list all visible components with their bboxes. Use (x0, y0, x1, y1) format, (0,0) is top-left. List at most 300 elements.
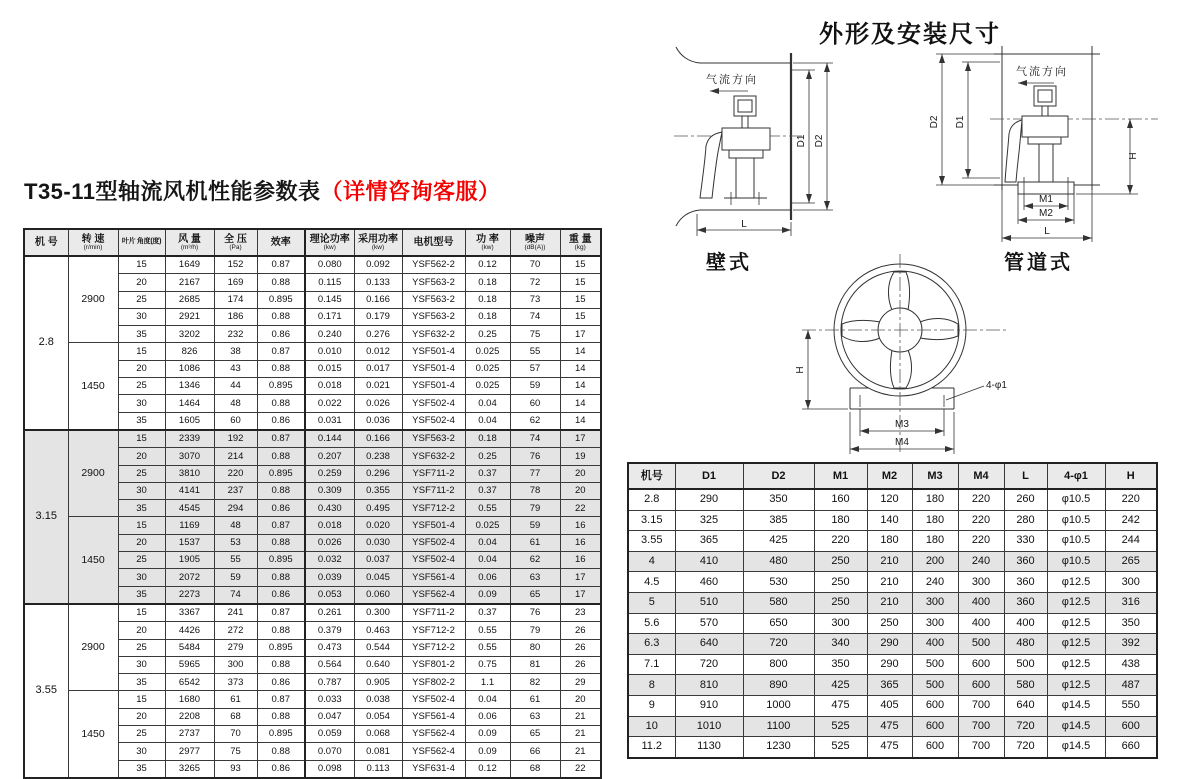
dim-cell: 7.1 (628, 654, 675, 675)
perf-cell: 76 (510, 604, 560, 622)
dim-cell: 3.15 (628, 510, 675, 531)
dim-d2-label: D2 (929, 115, 940, 129)
table-row (628, 716, 1157, 737)
perf-cell: 0.88 (257, 360, 305, 377)
perf-cell: 0.895 (257, 465, 305, 482)
perf-cell: 3367 (165, 604, 214, 622)
junction-box (734, 96, 756, 116)
perf-cell: 65 (510, 726, 560, 743)
dim-cell: 180 (912, 489, 958, 510)
perf-cell: 0.261 (305, 604, 354, 622)
perf-cell: 4426 (165, 622, 214, 639)
perf-cell: 0.88 (257, 656, 305, 673)
perf-cell: 0.166 (354, 430, 402, 448)
perf-cell: 14 (560, 378, 601, 395)
table-row (628, 695, 1157, 716)
perf-col-header-text: 叶片 角度(度) (121, 238, 162, 246)
dim-cell: φ10.5 (1047, 531, 1105, 552)
blade (888, 272, 909, 310)
speed-cell: 2900 (68, 256, 118, 343)
perf-cell: 0.640 (354, 656, 402, 673)
perf-cell: 25 (118, 291, 165, 308)
speed-cell: 1450 (68, 691, 118, 778)
support-leg (1005, 120, 1022, 182)
perf-cell: 66 (510, 743, 560, 760)
dim-l-label: L (1044, 226, 1050, 237)
table-row (628, 510, 1157, 531)
perf-cell: 0.895 (257, 639, 305, 656)
front-view-diagram (758, 238, 1058, 460)
perf-col-header-unit: (m³/h) (180, 244, 199, 251)
dim-m2-label: M2 (1039, 208, 1053, 219)
perf-cell: 0.88 (257, 448, 305, 465)
perf-cell: 0.09 (465, 726, 510, 743)
dim-cell: 365 (867, 675, 912, 696)
page-title-note: （详情咨询客服） (320, 179, 501, 204)
dim-cell: 600 (912, 695, 958, 716)
dim-cell: 4 (628, 551, 675, 572)
perf-col-header-unit: (kw) (371, 244, 385, 251)
perf-cell: 26 (560, 622, 601, 639)
dim-cell: 250 (814, 592, 867, 613)
dim-cell: 438 (1105, 654, 1157, 675)
perf-cell: 2208 (165, 708, 214, 725)
perf-cell: 0.544 (354, 639, 402, 656)
perf-cell: 73 (510, 291, 560, 308)
perf-cell: 5965 (165, 656, 214, 673)
perf-cell: 0.047 (305, 708, 354, 725)
dim-cell: 400 (912, 634, 958, 655)
table-row (24, 517, 601, 534)
perf-col-header-text: 理论功率 (309, 233, 350, 245)
dim-cell: 720 (743, 634, 814, 655)
perf-cell: 0.092 (354, 256, 402, 274)
perf-cell: YSF502-4 (402, 552, 465, 569)
perf-cell: YSF561-4 (402, 708, 465, 725)
perf-cell: 35 (118, 326, 165, 343)
table-row (628, 572, 1157, 593)
perf-cell: 0.036 (354, 412, 402, 430)
perf-cell: 300 (214, 656, 257, 673)
table-row (628, 675, 1157, 696)
dim-cell: 300 (958, 572, 1004, 593)
page-title (24, 175, 501, 206)
perf-cell: 192 (214, 430, 257, 448)
dim-cell: 510 (675, 592, 743, 613)
perf-cell: 0.88 (257, 395, 305, 412)
perf-cell: 44 (214, 378, 257, 395)
perf-cell: 0.88 (257, 708, 305, 725)
dim-cell: 242 (1105, 510, 1157, 531)
perf-cell: 0.053 (305, 586, 354, 604)
perf-cell: 15 (560, 308, 601, 325)
perf-cell: 30 (118, 395, 165, 412)
perf-cell: 26 (560, 656, 601, 673)
perf-col-header (560, 229, 601, 256)
perf-cell: 0.032 (305, 552, 354, 569)
dim-cell: 425 (814, 675, 867, 696)
dim-cell: 700 (958, 716, 1004, 737)
perf-cell: YSF562-4 (402, 726, 465, 743)
dim-cell: 8 (628, 675, 675, 696)
perf-cell: 72 (510, 274, 560, 291)
model-cell: 2.8 (24, 256, 68, 430)
dim-cell: 800 (743, 654, 814, 675)
dim-cell: 910 (675, 695, 743, 716)
perf-cell: 26 (560, 639, 601, 656)
speed-cell: 1450 (68, 343, 118, 430)
dim-cell: 400 (1004, 613, 1047, 634)
perf-cell: 61 (510, 534, 560, 551)
perf-cell: 1605 (165, 412, 214, 430)
blade (842, 320, 880, 341)
perf-cell: 2167 (165, 274, 214, 291)
dim-h-label: H (795, 366, 806, 374)
perf-cell: 68 (510, 760, 560, 778)
perf-cell: 21 (560, 708, 601, 725)
perf-cell: 0.06 (465, 708, 510, 725)
perf-cell: 17 (560, 569, 601, 586)
dim-cell: φ14.5 (1047, 716, 1105, 737)
dim-cell: 480 (743, 551, 814, 572)
dim-cell: 360 (1004, 592, 1047, 613)
perf-cell: YSF631-4 (402, 760, 465, 778)
perf-cell: 20 (560, 482, 601, 499)
perf-cell: 0.86 (257, 412, 305, 430)
perf-cell: 81 (510, 656, 560, 673)
dim-cell: 180 (912, 510, 958, 531)
perf-cell: 0.276 (354, 326, 402, 343)
perf-cell: 0.87 (257, 691, 305, 708)
perf-cell: 2273 (165, 586, 214, 604)
perf-col-header (68, 229, 118, 256)
table-row (24, 691, 601, 708)
dim-cell: 385 (743, 510, 814, 531)
table-row (24, 604, 601, 622)
dim-col-header: 机号 (628, 463, 675, 489)
perf-col-header (305, 229, 354, 256)
perf-cell: 0.88 (257, 534, 305, 551)
dim-cell: 500 (958, 634, 1004, 655)
wall-type-diagram (672, 46, 842, 251)
perf-cell: 0.04 (465, 552, 510, 569)
holes-label: 4-φ1 (986, 380, 1007, 391)
perf-cell: 0.054 (354, 708, 402, 725)
perf-col-header-text: 全 压 (224, 233, 247, 245)
perf-cell: 0.88 (257, 569, 305, 586)
performance-table (23, 228, 602, 779)
table-row (628, 737, 1157, 758)
dim-cell: 260 (1004, 489, 1047, 510)
perf-cell: YSF563-2 (402, 291, 465, 308)
dim-cell: 500 (912, 654, 958, 675)
dim-cell: 240 (958, 551, 1004, 572)
perf-cell: 17 (560, 326, 601, 343)
perf-cell: 0.895 (257, 552, 305, 569)
dim-cell: 570 (675, 613, 743, 634)
table-row (628, 654, 1157, 675)
perf-cell: 19 (560, 448, 601, 465)
perf-cell: YSF802-2 (402, 674, 465, 691)
perf-cell: 0.86 (257, 500, 305, 517)
perf-col-header (510, 229, 560, 256)
dim-cell: 550 (1105, 695, 1157, 716)
perf-cell: 0.88 (257, 622, 305, 639)
perf-cell: 0.025 (465, 517, 510, 534)
motor-body (722, 128, 770, 150)
perf-cell: 0.55 (465, 622, 510, 639)
perf-cell: 16 (560, 534, 601, 551)
perf-cell: 0.12 (465, 760, 510, 778)
page-title-main: T35-11型轴流风机性能参数表 (24, 179, 321, 204)
perf-cell: 74 (214, 586, 257, 604)
dim-cell: 600 (912, 737, 958, 758)
perf-cell: 59 (510, 378, 560, 395)
dim-cell: 1010 (675, 716, 743, 737)
perf-cell: 0.430 (305, 500, 354, 517)
dim-cell: 325 (675, 510, 743, 531)
dim-cell: 300 (814, 613, 867, 634)
perf-cell: 0.144 (305, 430, 354, 448)
dim-cell: 400 (958, 592, 1004, 613)
dim-cell: 160 (814, 489, 867, 510)
dim-cell: 300 (912, 613, 958, 634)
perf-col-header-unit: (kg) (574, 244, 586, 251)
perf-cell: 0.081 (354, 743, 402, 760)
perf-col-header-text: 采用功率 (358, 233, 398, 245)
dim-cell: 220 (814, 531, 867, 552)
perf-cell: 23 (560, 604, 601, 622)
dim-cell: 9 (628, 695, 675, 716)
dim-cell: 316 (1105, 592, 1157, 613)
perf-col-header-text: 噪声 (525, 233, 545, 245)
perf-cell: 78 (510, 482, 560, 499)
dim-cell: 530 (743, 572, 814, 593)
dim-cell: 5 (628, 592, 675, 613)
dim-cell: 300 (1105, 572, 1157, 593)
perf-cell: 0.045 (354, 569, 402, 586)
dim-cell: φ10.5 (1047, 510, 1105, 531)
dim-cell: 500 (912, 675, 958, 696)
perf-cell: 30 (118, 743, 165, 760)
table-row (628, 531, 1157, 552)
dim-h-label: H (1128, 152, 1139, 160)
perf-cell: 76 (510, 448, 560, 465)
perf-col-header (165, 229, 214, 256)
perf-cell: 0.166 (354, 291, 402, 308)
perf-cell: 1086 (165, 360, 214, 377)
dim-cell: 810 (675, 675, 743, 696)
perf-cell: 4141 (165, 482, 214, 499)
dim-cell: 700 (958, 737, 1004, 758)
perf-cell: 25 (118, 378, 165, 395)
perf-col-header-text: 重 量 (568, 233, 592, 245)
perf-cell: 79 (510, 500, 560, 517)
dim-cell: 460 (675, 572, 743, 593)
blade (920, 318, 958, 339)
perf-col-header-unit: (kw) (323, 244, 336, 251)
speed-cell: 2900 (68, 604, 118, 691)
perf-cell: 25 (118, 552, 165, 569)
perf-cell: 0.145 (305, 291, 354, 308)
perf-cell: 0.88 (257, 482, 305, 499)
perf-cell: 20 (560, 691, 601, 708)
dim-cell: 392 (1105, 634, 1157, 655)
perf-cell: 65 (510, 586, 560, 604)
dim-cell: 650 (743, 613, 814, 634)
perf-cell: 17 (560, 430, 601, 448)
perf-cell: 0.026 (305, 534, 354, 551)
table-row (628, 592, 1157, 613)
dim-cell: 280 (1004, 510, 1047, 531)
perf-cell: 2339 (165, 430, 214, 448)
perf-cell: 0.04 (465, 395, 510, 412)
dim-col-header: M2 (867, 463, 912, 489)
perf-cell: 15 (560, 256, 601, 274)
dim-cell: 360 (1004, 572, 1047, 593)
pedestal (736, 158, 754, 198)
perf-cell: 220 (214, 465, 257, 482)
dim-cell: 600 (958, 654, 1004, 675)
perf-cell: 0.039 (305, 569, 354, 586)
dim-col-header: M1 (814, 463, 867, 489)
perf-col-header (257, 229, 305, 256)
perf-cell: 0.75 (465, 656, 510, 673)
perf-cell: 0.25 (465, 448, 510, 465)
perf-cell: 79 (510, 622, 560, 639)
perf-cell: 373 (214, 674, 257, 691)
perf-cell: 48 (214, 517, 257, 534)
dim-cell: 4.5 (628, 572, 675, 593)
motor-body (1022, 116, 1068, 137)
dim-cell: 180 (912, 531, 958, 552)
perf-cell: 232 (214, 326, 257, 343)
dim-cell: 400 (958, 613, 1004, 634)
perf-cell: 20 (118, 360, 165, 377)
perf-cell: 0.017 (354, 360, 402, 377)
perf-cell: 16 (560, 552, 601, 569)
perf-cell: YSF562-4 (402, 586, 465, 604)
perf-cell: 0.12 (465, 256, 510, 274)
perf-cell: 0.86 (257, 326, 305, 343)
perf-cell: 17 (560, 586, 601, 604)
dim-cell: 600 (1105, 716, 1157, 737)
perf-cell: 0.18 (465, 274, 510, 291)
perf-cell: 0.18 (465, 430, 510, 448)
perf-cell: 2072 (165, 569, 214, 586)
perf-cell: 35 (118, 500, 165, 517)
dim-cell: 350 (743, 489, 814, 510)
perf-cell: 0.895 (257, 726, 305, 743)
dim-cell: 480 (1004, 634, 1047, 655)
dim-cell: 350 (1105, 613, 1157, 634)
perf-cell: 35 (118, 674, 165, 691)
dim-cell: 365 (675, 531, 743, 552)
bellmouth-top (676, 47, 791, 63)
perf-cell: 3070 (165, 448, 214, 465)
perf-cell: 62 (510, 412, 560, 430)
perf-cell: 25 (118, 639, 165, 656)
dim-cell: 3.55 (628, 531, 675, 552)
perf-cell: 0.018 (305, 517, 354, 534)
perf-cell: 0.18 (465, 308, 510, 325)
perf-col-header (402, 229, 465, 256)
perf-cell: 4545 (165, 500, 214, 517)
dim-cell: 350 (814, 654, 867, 675)
motor-step (1028, 137, 1061, 144)
dim-cell: 290 (867, 654, 912, 675)
diagram-title: 外形及安装尺寸 (819, 21, 1001, 48)
perf-cell: 0.87 (257, 343, 305, 360)
dim-cell: 11.2 (628, 737, 675, 758)
dimension-table-body (628, 489, 1157, 758)
perf-cell: 0.379 (305, 622, 354, 639)
perf-cell: 82 (510, 674, 560, 691)
dim-cell: 220 (958, 510, 1004, 531)
perf-cell: 186 (214, 308, 257, 325)
dim-cell: 6.3 (628, 634, 675, 655)
perf-col-header (214, 229, 257, 256)
dim-cell: 330 (1004, 531, 1047, 552)
performance-table-body (24, 256, 601, 778)
perf-cell: 0.296 (354, 465, 402, 482)
perf-cell: 43 (214, 360, 257, 377)
dim-m1-label: M1 (1039, 194, 1053, 205)
perf-cell: 1680 (165, 691, 214, 708)
perf-cell: YSF501-4 (402, 343, 465, 360)
perf-cell: 826 (165, 343, 214, 360)
dim-cell: 720 (1004, 737, 1047, 758)
dim-cell: 250 (867, 613, 912, 634)
dim-cell: 720 (675, 654, 743, 675)
perf-cell: 0.179 (354, 308, 402, 325)
perf-col-header-text: 风 量 (178, 233, 201, 245)
perf-cell: 80 (510, 639, 560, 656)
perf-cell: 15 (118, 256, 165, 274)
perf-cell: 21 (560, 743, 601, 760)
table-row (24, 343, 601, 360)
perf-cell: 75 (510, 326, 560, 343)
dim-cell: 10 (628, 716, 675, 737)
duct-type-diagram (920, 42, 1200, 254)
perf-cell: 0.309 (305, 482, 354, 499)
dim-cell: 5.6 (628, 613, 675, 634)
perf-cell: 70 (510, 256, 560, 274)
perf-cell: 0.259 (305, 465, 354, 482)
perf-cell: 0.038 (354, 691, 402, 708)
perf-cell: YSF502-4 (402, 395, 465, 412)
dim-cell: 487 (1105, 675, 1157, 696)
dim-cell: 265 (1105, 551, 1157, 572)
dim-cell: φ12.5 (1047, 613, 1105, 634)
speed-cell: 1450 (68, 517, 118, 604)
perf-cell: 5484 (165, 639, 214, 656)
dim-cell: 525 (814, 737, 867, 758)
perf-cell: 0.030 (354, 534, 402, 551)
dim-cell: 210 (867, 592, 912, 613)
perf-cell: 1649 (165, 256, 214, 274)
perf-cell: 30 (118, 569, 165, 586)
dimension-table-head (628, 463, 1157, 489)
perf-cell: 20 (118, 622, 165, 639)
dim-cell: 250 (814, 572, 867, 593)
dim-cell: 240 (912, 572, 958, 593)
dim-cell: 220 (1105, 489, 1157, 510)
dim-cell: 500 (1004, 654, 1047, 675)
perf-cell: 0.207 (305, 448, 354, 465)
perf-cell: YSF501-4 (402, 378, 465, 395)
perf-cell: YSF801-2 (402, 656, 465, 673)
